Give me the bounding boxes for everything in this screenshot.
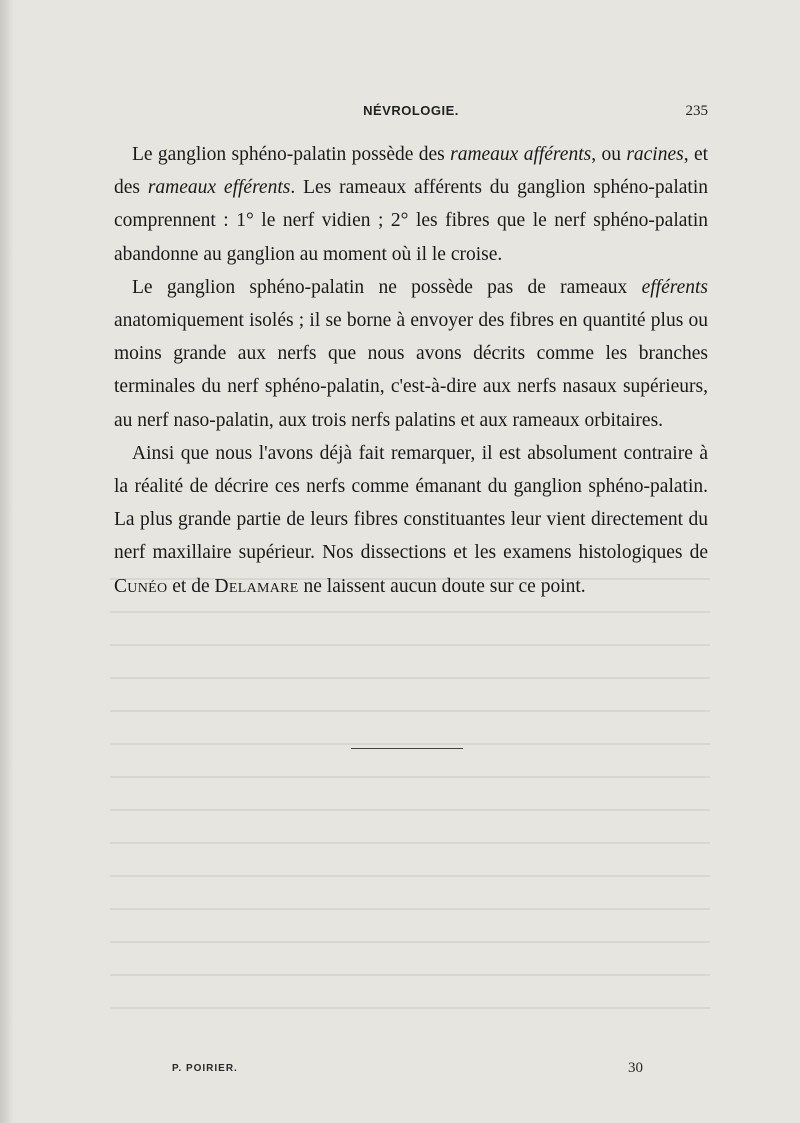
footer-sheet-number: 30 [628, 1060, 643, 1076]
section-divider [351, 748, 463, 749]
italic-term: efférents [641, 276, 708, 298]
author-name: Delamare [214, 575, 299, 597]
text-run: Ainsi que nous l'avons déjà fait remarquer, il est absolument contraire à la réalité de décrire ces nerfs comme émanant du ganglion sphéno-palatin. La plus grande partie de leurs fibres constituantes leur vient directement du nerf maxillaire supérieur. Nos dissections et les examens histologiques de [114, 442, 708, 564]
italic-term: rameaux efférents [147, 177, 291, 199]
page-edge-shadow [0, 0, 14, 1123]
text-run: , ou [591, 144, 627, 165]
text-run: Le ganglion sphéno-palatin ne possède pas de rameaux [132, 276, 642, 298]
page-header [114, 103, 708, 123]
text-run: . Les rameaux afférents du ganglion sphéno-palatin comprennent : 1° le nerf vidien ; 2° les fibres que le nerf sphéno-palatin abandonne au ganglion au moment où il le croise. [114, 177, 708, 265]
text-run: ne laissent aucun doute sur ce point. [298, 575, 586, 597]
paragraph-3 [114, 437, 708, 603]
text-run: et de [167, 575, 215, 597]
body-text [114, 138, 708, 603]
text-run: anatomiquement isolés ; il se borne à envoyer des fibres en quantité plus ou moins grande aux nerfs que nous avons décrits comme les branches terminales du nerf sphéno-palatin, c'est-à-dire aux nerfs nasaux supérieurs, au nerf naso-palatin, aux trois nerfs palatins et aux rameaux orbitaires. [114, 310, 708, 431]
text-run: Le ganglion sphéno-palatin possède des [132, 144, 451, 165]
italic-term: rameaux afférents [450, 144, 592, 165]
paragraph-1 [114, 138, 708, 271]
running-head: NÉVROLOGIE. [363, 103, 459, 118]
italic-term: racines [626, 144, 684, 165]
paragraph-2 [114, 271, 708, 437]
footer-signature: P. POIRIER. [172, 1063, 238, 1074]
text-run: , et des [114, 144, 709, 199]
page-number: 235 [685, 103, 708, 119]
author-name: Cunéo [114, 575, 168, 597]
show-through-texture [110, 560, 710, 1040]
